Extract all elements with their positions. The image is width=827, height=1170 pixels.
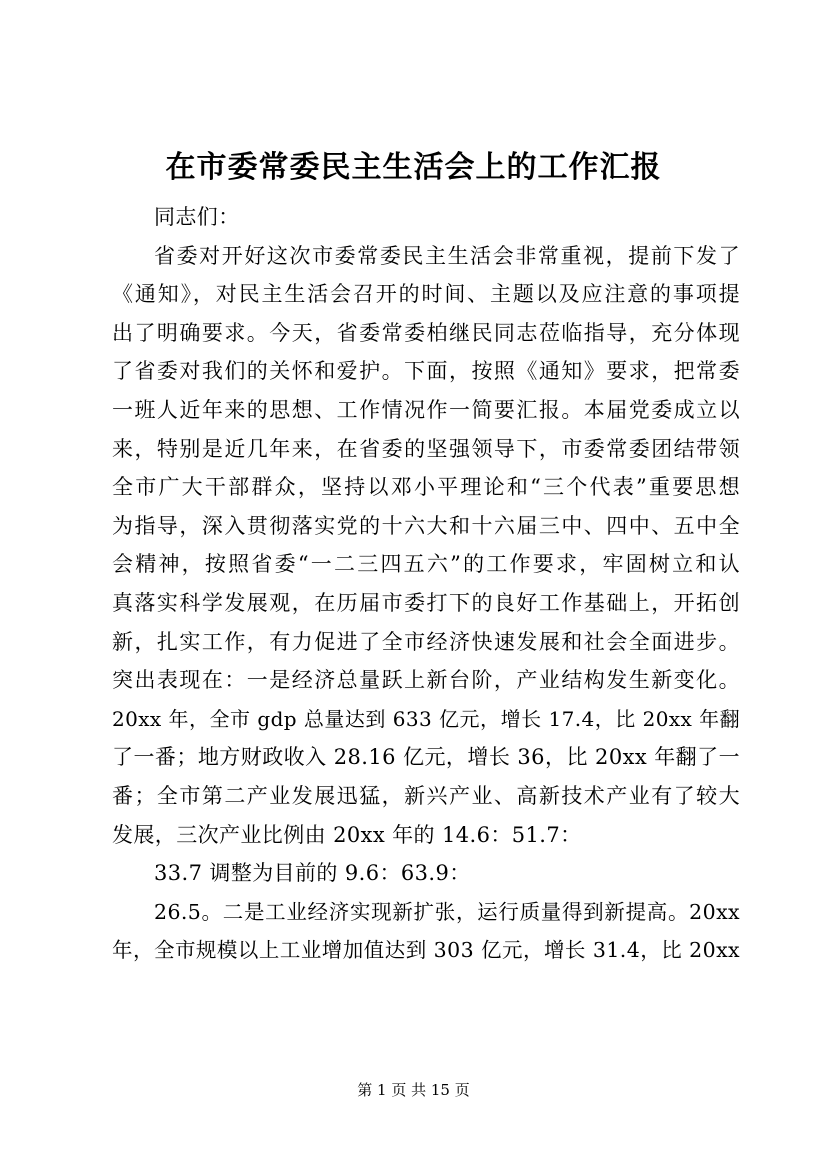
text-line: 真落实科学发展观，在历届市委打下的良好工作基础上，开拓创 (112, 590, 740, 615)
text-line: 《通知》，对民主生活会召开的时间、主题以及应注意的事项提 (112, 282, 740, 307)
text-line: 33.7 调整为目前的 9.6：63.9： (154, 861, 471, 886)
text-line: 同志们： (154, 205, 240, 229)
text-line: 了一番；地方财政收入 28.16 亿元，增长 36，比 20xx 年翻了一 (112, 745, 740, 770)
text-line: 突出表现在：一是经济总量跃上新台阶，产业结构发生新变化。 (112, 668, 740, 693)
text-line: 番；全市第二产业发展迅猛，新兴产业、高新技术产业有了较大 (112, 783, 740, 808)
text-line: 发展，三次产业比例由 20xx 年的 14.6：51.7： (112, 822, 582, 847)
text-line: 出了明确要求。今天，省委常委柏继民同志莅临指导，充分体现 (112, 320, 740, 345)
text-line: 新，扎实工作，有力促进了全市经济快速发展和社会全面进步。 (112, 629, 740, 654)
page-footer: 第 1 页 共 15 页 (357, 1081, 470, 1099)
text-line: 全市广大干部群众，坚持以邓小平理论和“三个代表”重要思想 (112, 475, 740, 500)
text-line: 来，特别是近几年来，在省委的坚强领导下，市委常委团结带领 (112, 436, 740, 461)
text-line: 省委对开好这次市委常委民主生活会非常重视，提前下发了 (154, 243, 740, 268)
document-title: 在市委常委民主生活会上的工作汇报 (165, 150, 662, 185)
text-line: 26.5。二是工业经济实现新扩张，运行质量得到新提高。20xx (154, 899, 740, 924)
text-line: 了省委对我们的关怀和爱护。下面，按照《通知》要求，把常委 (112, 359, 740, 384)
text-line: 为指导，深入贯彻落实党的十六大和十六届三中、四中、五中全 (112, 513, 740, 538)
text-line: 一班人近年来的思想、工作情况作一简要汇报。本届党委成立以 (112, 397, 740, 422)
document-body (112, 198, 740, 970)
text-line: 20xx 年，全市 gdp 总量达到 633 亿元，增长 17.4，比 20xx 年翻 (112, 706, 740, 731)
text-line: 年，全市规模以上工业增加值达到 303 亿元，增长 31.4，比 20xx (112, 938, 740, 963)
text-line: 会精神，按照省委“一二三四五六”的工作要求，牢固树立和认 (112, 552, 740, 577)
